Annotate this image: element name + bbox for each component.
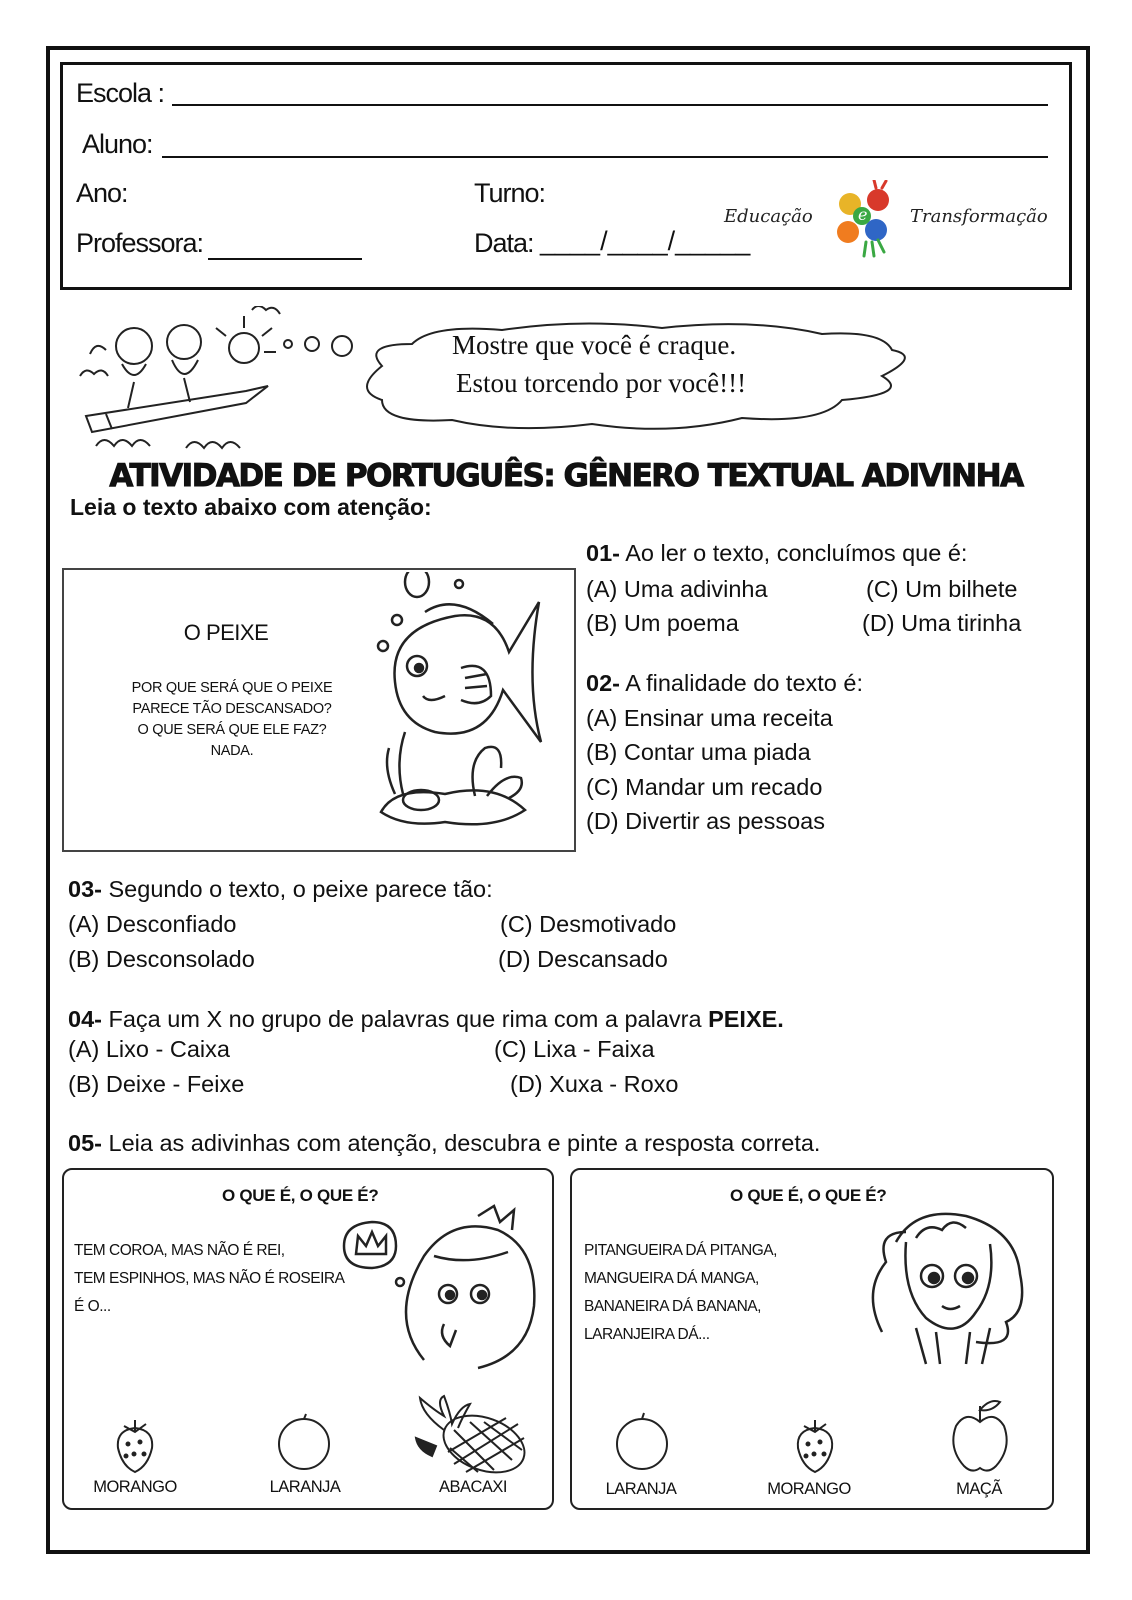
q3-option-a[interactable]: (A) Desconfiado	[68, 911, 237, 937]
fish-illustration	[375, 572, 555, 848]
q1-option-c[interactable]: (C) Um bilhete	[866, 576, 1018, 602]
text-box-line: PARECE TÃO DESCANSADO?	[132, 701, 332, 717]
riddle-heading: O QUE É, O QUE É?	[730, 1186, 887, 1205]
question-1	[586, 540, 967, 567]
question-number: 02-	[586, 670, 620, 696]
q3-option-c[interactable]: (C) Desmotivado	[500, 911, 677, 937]
riddle-line: LARANJEIRA DÁ...	[584, 1326, 710, 1343]
date-blanks[interactable]: ____/____/_____	[540, 226, 751, 256]
riddle-1-option-abacaxi[interactable]: ABACAXI	[438, 1478, 508, 1496]
logo-text-right: Transformação	[910, 206, 1048, 227]
question-2	[586, 670, 863, 697]
riddle-1-option-laranja[interactable]: LARANJA	[269, 1478, 341, 1496]
speech-line-1: Mostre que você é craque.	[452, 330, 737, 360]
year-label: Ano:	[76, 178, 128, 208]
q3-option-d[interactable]: (D) Descansado	[498, 946, 668, 972]
riddle-line: MANGUEIRA DÁ MANGA,	[584, 1270, 759, 1287]
question-keyword: PEIXE.	[708, 1006, 784, 1032]
question-number: 05-	[68, 1130, 102, 1156]
school-label: Escola :	[76, 78, 165, 108]
q2-option-c[interactable]: (C) Mandar um recado	[586, 774, 823, 800]
student-label: Aluno:	[82, 129, 153, 159]
text-box-line: POR QUE SERÁ QUE O PEIXE	[131, 680, 333, 696]
question-text: Ao ler o texto, concluímos que é:	[625, 540, 968, 566]
q4-option-c[interactable]: (C) Lixa - Faixa	[494, 1036, 655, 1062]
text-box-title: O PEIXE	[183, 620, 269, 645]
question-number: 04-	[68, 1006, 102, 1032]
apple-icon	[950, 1396, 1010, 1476]
question-text: Segundo o texto, o peixe parece tão:	[108, 876, 493, 902]
strawberry-icon	[790, 1418, 840, 1474]
riddle-1-option-morango[interactable]: MORANGO	[93, 1478, 177, 1496]
riddle-line: BANANEIRA DÁ BANANA,	[584, 1298, 761, 1315]
pineapple-icon	[414, 1394, 532, 1474]
q4-option-a[interactable]: (A) Lixo - Caixa	[68, 1036, 230, 1062]
text-box-line: NADA.	[210, 743, 254, 759]
instruction-text: Leia o texto abaixo com atenção:	[70, 494, 432, 520]
q2-option-b[interactable]: (B) Contar uma piada	[586, 739, 811, 765]
question-number: 03-	[68, 876, 102, 902]
riddle-2-option-morango[interactable]: MORANGO	[767, 1480, 851, 1498]
q3-option-b[interactable]: (B) Desconsolado	[68, 946, 255, 972]
question-text: A finalidade do texto é:	[625, 670, 863, 696]
q1-option-a[interactable]: (A) Uma adivinha	[586, 576, 768, 602]
kids-on-pencil-illustration	[76, 306, 286, 458]
q4-option-d[interactable]: (D) Xuxa - Roxo	[510, 1071, 679, 1097]
shift-label: Turno:	[474, 178, 546, 208]
boy-thinking-illustration	[866, 1202, 1030, 1368]
logo-text-mid: e	[858, 205, 868, 224]
question-4	[68, 1006, 784, 1033]
question-text: Leia as adivinhas com atenção, descubra e pinte a resposta correta.	[108, 1130, 821, 1156]
riddle-2-option-maca[interactable]: MAÇÃ	[956, 1480, 1002, 1498]
riddle-line: É O...	[74, 1298, 111, 1315]
date-label: Data:	[474, 228, 534, 258]
school-input-line[interactable]	[172, 104, 1048, 106]
q4-option-b[interactable]: (B) Deixe - Feixe	[68, 1071, 245, 1097]
riddle-line: TEM ESPINHOS, MAS NÃO É ROSEIRA	[74, 1270, 345, 1287]
riddle-2-option-laranja[interactable]: LARANJA	[605, 1480, 677, 1498]
q1-option-b[interactable]: (B) Um poema	[586, 610, 739, 636]
orange-icon	[276, 1412, 332, 1472]
question-text: Faça um X no grupo de palavras que rima com a palavra	[108, 1006, 702, 1032]
teacher-label: Professora:	[76, 228, 204, 258]
text-box-line: O QUE SERÁ QUE ELE FAZ?	[137, 722, 327, 738]
student-input-line[interactable]	[162, 156, 1048, 158]
riddle-line: PITANGUEIRA DÁ PITANGA,	[584, 1242, 777, 1259]
orange-icon	[614, 1410, 670, 1472]
question-number: 01-	[586, 540, 620, 566]
speech-line-2: Estou torcendo por você!!!	[456, 368, 747, 398]
strawberry-icon	[110, 1418, 160, 1474]
q1-option-d[interactable]: (D) Uma tirinha	[862, 610, 1022, 636]
page-title: ATIVIDADE DE PORTUGUÊS: GÊNERO TEXTUAL ADIVINHA	[109, 458, 1023, 494]
teacher-input-line[interactable]	[208, 258, 362, 260]
question-5	[68, 1130, 820, 1157]
riddle-line: TEM COROA, MAS NÃO É REI,	[74, 1242, 285, 1259]
logo-text-left: Educação	[724, 206, 813, 227]
girl-thinking-illustration	[338, 1196, 544, 1374]
riddle-heading: O QUE É, O QUE É?	[222, 1186, 379, 1205]
question-3	[68, 876, 493, 903]
q2-option-a[interactable]: (A) Ensinar uma receita	[586, 705, 833, 731]
q2-option-d[interactable]: (D) Divertir as pessoas	[586, 808, 825, 834]
